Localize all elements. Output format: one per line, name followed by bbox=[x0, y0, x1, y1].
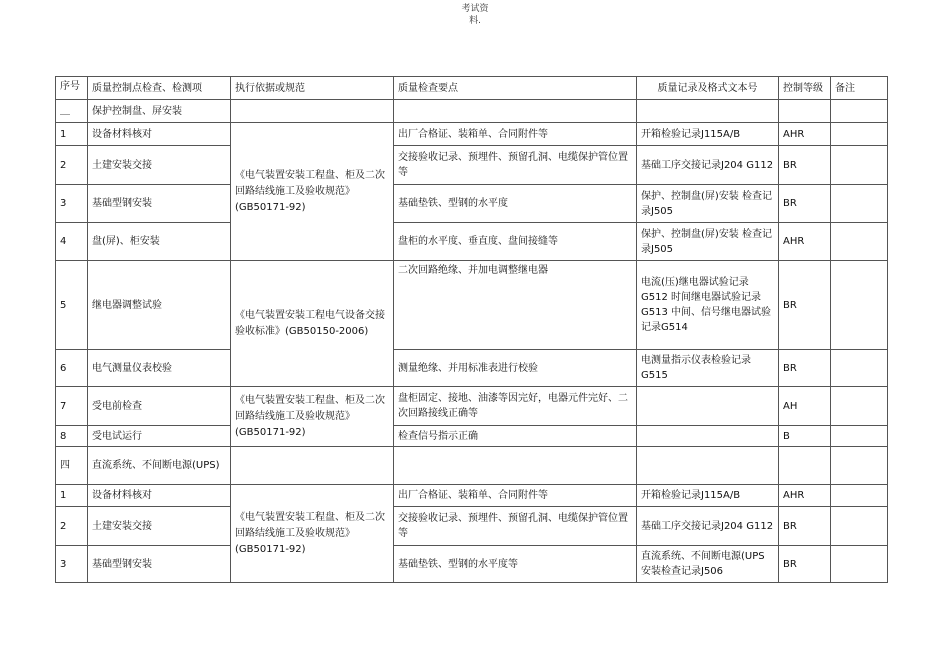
quality-control-table bbox=[55, 76, 888, 583]
table-row bbox=[56, 185, 888, 223]
row-points: 检查信号指示正确 bbox=[394, 426, 637, 447]
col-header-remark: 备注 bbox=[831, 77, 888, 100]
row-remark bbox=[831, 185, 888, 223]
row-points: 交接验收记录、预埋件、预留孔洞、电缆保护管位置等 bbox=[394, 146, 637, 185]
row-item: 受电前检查 bbox=[88, 387, 231, 426]
row-points: 出厂合格证、装箱单、合同附件等 bbox=[394, 123, 637, 146]
row-points: 出厂合格证、装箱单、合同附件等 bbox=[394, 485, 637, 507]
row-no: 2 bbox=[56, 507, 88, 546]
row-level: BR bbox=[779, 261, 831, 350]
row-no: 2 bbox=[56, 146, 88, 185]
row-item: 土建安装交接 bbox=[88, 146, 231, 185]
row-level: AHR bbox=[779, 123, 831, 146]
row-level: AHR bbox=[779, 485, 831, 507]
row-no: 5 bbox=[56, 261, 88, 350]
col-header-item: 质量控制点检查、检测项 bbox=[88, 77, 231, 100]
row-no: 4 bbox=[56, 223, 88, 261]
row-remark bbox=[831, 123, 888, 146]
row-remark bbox=[831, 426, 888, 447]
row-record bbox=[637, 387, 779, 426]
row-remark bbox=[831, 350, 888, 387]
row-basis: 《电气装置安装工程盘、柜及二次回路结线施工及验收规范》(GB50171-92) bbox=[231, 485, 394, 583]
row-remark bbox=[831, 546, 888, 583]
row-level: B bbox=[779, 426, 831, 447]
col-header-record: 质量记录及格式文本号 bbox=[637, 77, 779, 100]
table-row bbox=[56, 426, 888, 447]
row-item: 电气测量仪表校验 bbox=[88, 350, 231, 387]
header-line-1: 考试资 bbox=[461, 4, 489, 14]
row-item: 基础型钢安装 bbox=[88, 185, 231, 223]
col-header-level: 控制等级 bbox=[779, 77, 831, 100]
row-record: 电测量指示仪表检验记录 G515 bbox=[637, 350, 779, 387]
row-basis: 《电气装置安装工程盘、柜及二次回路结线施工及验收规范》(GB50171-92) bbox=[231, 123, 394, 261]
row-level: AH bbox=[779, 387, 831, 426]
table-row bbox=[56, 485, 888, 507]
row-level: BR bbox=[779, 350, 831, 387]
row-item: 设备材料核对 bbox=[88, 485, 231, 507]
section-title: 直流系统、不间断电源(UPS) bbox=[88, 447, 231, 485]
row-record: 基础工序交接记录J204 G112 bbox=[637, 507, 779, 546]
table-row bbox=[56, 507, 888, 546]
row-points: 二次回路绝缘、并加电调整继电器 bbox=[394, 261, 637, 350]
table-row bbox=[56, 387, 888, 426]
row-item: 盘(屏)、柜安装 bbox=[88, 223, 231, 261]
table-row bbox=[56, 546, 888, 583]
table-row bbox=[56, 350, 888, 387]
row-item: 继电器调整试验 bbox=[88, 261, 231, 350]
row-record: 保护、控制盘(屏)安装 检查记录J505 bbox=[637, 185, 779, 223]
row-points: 基础垫铁、型钢的水平度等 bbox=[394, 546, 637, 583]
row-record: 开箱检验记录J115A/B bbox=[637, 485, 779, 507]
row-item: 受电试运行 bbox=[88, 426, 231, 447]
row-no: 1 bbox=[56, 123, 88, 146]
row-remark bbox=[831, 387, 888, 426]
row-level: BR bbox=[779, 507, 831, 546]
row-remark bbox=[831, 485, 888, 507]
row-level: BR bbox=[779, 146, 831, 185]
row-record: 直流系统、不间断电源(UPS安装检查记录J506 bbox=[637, 546, 779, 583]
row-record: 电流(压)继电器试验记录G512 时间继电器试验记录G513 中间、信号继电器试验记录G514 bbox=[637, 261, 779, 350]
row-basis: 《电气装置安装工程盘、柜及二次回路结线施工及验收规范》(GB50171-92) bbox=[231, 387, 394, 447]
row-no: 3 bbox=[56, 185, 88, 223]
table-row bbox=[56, 261, 888, 350]
section-no: 四 bbox=[56, 447, 88, 485]
row-points: 测量绝缘、并用标准表进行校验 bbox=[394, 350, 637, 387]
header-line-2: 料. bbox=[469, 16, 481, 26]
table-row bbox=[56, 146, 888, 185]
row-remark bbox=[831, 507, 888, 546]
page-header bbox=[455, 3, 495, 27]
row-no: 8 bbox=[56, 426, 88, 447]
table-row bbox=[56, 223, 888, 261]
col-header-points: 质量检查要点 bbox=[394, 77, 637, 100]
row-no: 7 bbox=[56, 387, 88, 426]
row-basis: 《电气装置安装工程电气设备交接验收标准》(GB50150-2006) bbox=[231, 261, 394, 387]
row-no: 6 bbox=[56, 350, 88, 387]
section-row bbox=[56, 447, 888, 485]
row-points: 盘柜的水平度、垂直度、盘间接缝等 bbox=[394, 223, 637, 261]
section-row bbox=[56, 100, 888, 123]
section-no: ＿ bbox=[56, 100, 88, 123]
row-record: 基础工序交接记录J204 G112 bbox=[637, 146, 779, 185]
row-remark bbox=[831, 261, 888, 350]
col-header-basis: 执行依据或规范 bbox=[231, 77, 394, 100]
row-record: 开箱检验记录J115A/B bbox=[637, 123, 779, 146]
row-points: 交接验收记录、预埋件、预留孔洞、电缆保护管位置等 bbox=[394, 507, 637, 546]
row-record: 保护、控制盘(屏)安装 检查记录J505 bbox=[637, 223, 779, 261]
table-row bbox=[56, 123, 888, 146]
section-title: 保护控制盘、屏安装 bbox=[88, 100, 231, 123]
row-remark bbox=[831, 223, 888, 261]
row-level: BR bbox=[779, 185, 831, 223]
row-level: BR bbox=[779, 546, 831, 583]
row-level: AHR bbox=[779, 223, 831, 261]
row-no: 3 bbox=[56, 546, 88, 583]
row-item: 土建安装交接 bbox=[88, 507, 231, 546]
row-item: 设备材料核对 bbox=[88, 123, 231, 146]
row-points: 盘柜固定、接地、油漆等因完好，电器元件完好、二次回路接线正确等 bbox=[394, 387, 637, 426]
row-item: 基础型钢安装 bbox=[88, 546, 231, 583]
row-record bbox=[637, 426, 779, 447]
col-header-no: 序号 bbox=[56, 77, 88, 100]
header-row bbox=[56, 77, 888, 100]
row-remark bbox=[831, 146, 888, 185]
row-points: 基础垫铁、型钢的水平度 bbox=[394, 185, 637, 223]
row-no: 1 bbox=[56, 485, 88, 507]
